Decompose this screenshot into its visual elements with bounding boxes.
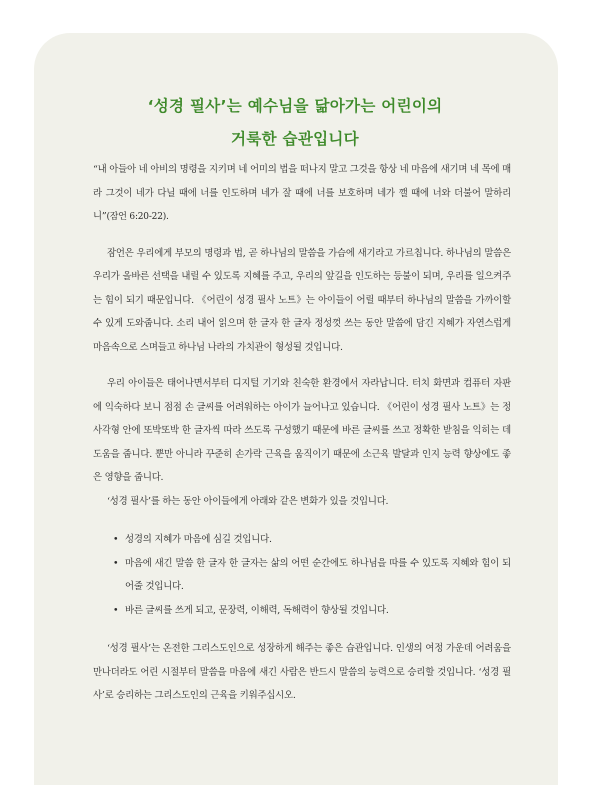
quote-citation: (잠언 6:20-22).	[106, 212, 169, 222]
title-line-1: ‘성경 필사’는 예수님을 닮아가는 어린이의	[147, 97, 443, 115]
title-line-2: 거룩한 습관입니다	[231, 130, 359, 148]
quote-text: “내 아들아 네 아비의 명령을 지키며 네 어미의 법을 떠나지 말고 그것을 항상 네 마음에 새기며 네 목에 매라 그것이 네가 다닐 때에 너를 인도하며 네가 잘 때에 너를 보호하며 네가 깰 때에 너와 더불어 말하리니”	[93, 164, 511, 222]
scripture-quote	[93, 158, 511, 230]
page-title	[0, 90, 590, 156]
list-item: • 성경의 지혜가 마음에 심길 것입니다.	[113, 528, 511, 552]
paragraph-proverbs: 잠언은 우리에게 부모의 명령과 법, 곧 하나님의 말씀을 가슴에 새기라고 가르칩니다. 하나님의 말씀은 우리가 올바른 선택을 내릴 수 있도록 지혜를 주고, 우리의 앞길을 인도하는 등불이 되며, 우리를 일으켜주는 힘이 되기 때문입니다. 《어린이 성경 필사 노트》는 아이들이 어릴 때부터 하나님의 말씀을 가까이할 수 있게 도와줍니다. 소리 내어 읽으며 한 글자 한 글자 정성껏 쓰는 동안 말씀에 담긴 지혜가 자연스럽게 마음속으로 스며들고 하나님 나라의 가치관이 형성될 것입니다.	[93, 247, 511, 353]
paragraph-digital: 우리 아이들은 태어나면서부터 디지털 기기와 친숙한 환경에서 자라납니다. 터치 화면과 컴퓨터 자판에 익숙하다 보니 점점 손 글씨를 어려워하는 아이가 늘어나고 있습니다. 《어린이 성경 필사 노트》는 정사각형 안에 또박또박 한 글자씩 따라 쓰도록 구성했기 때문에 바른 글씨를 쓰고 정확한 받침을 익히는 데 도움을 줍니다. 뿐만 아니라 꾸준히 손가락 근육을 움직이기 때문에 소근육 발달과 인지 능력 향상에도 좋은 영향을 줍니다.	[93, 378, 511, 483]
benefits-list	[93, 528, 511, 622]
paragraph-changes-intro: ‘성경 필사’를 하는 동안 아이들에게 아래와 같은 변화가 있을 것입니다.	[107, 495, 389, 507]
body-content	[93, 158, 511, 708]
paragraph-conclusion: ‘성경 필사’는 온전한 그리스도인으로 성장하게 해주는 좋은 습관입니다. 인생의 여정 가운데 어려움을 만나더라도 어린 시절부터 말씀을 마음에 새긴 사람은 반드시 말씀의 능력으로 승리할 것입니다. ‘성경 필사’로 승리하는 그리스도인의 근육을 키워주십시오.	[93, 643, 511, 701]
list-item: • 바른 글씨를 쓰게 되고, 문장력, 이해력, 독해력이 향상될 것입니다.	[113, 599, 511, 623]
list-item: • 마음에 새긴 말씀 한 글자 한 글자는 삶의 어떤 순간에도 하나님을 따를 수 있도록 지혜와 힘이 되어줄 것입니다.	[113, 552, 511, 599]
